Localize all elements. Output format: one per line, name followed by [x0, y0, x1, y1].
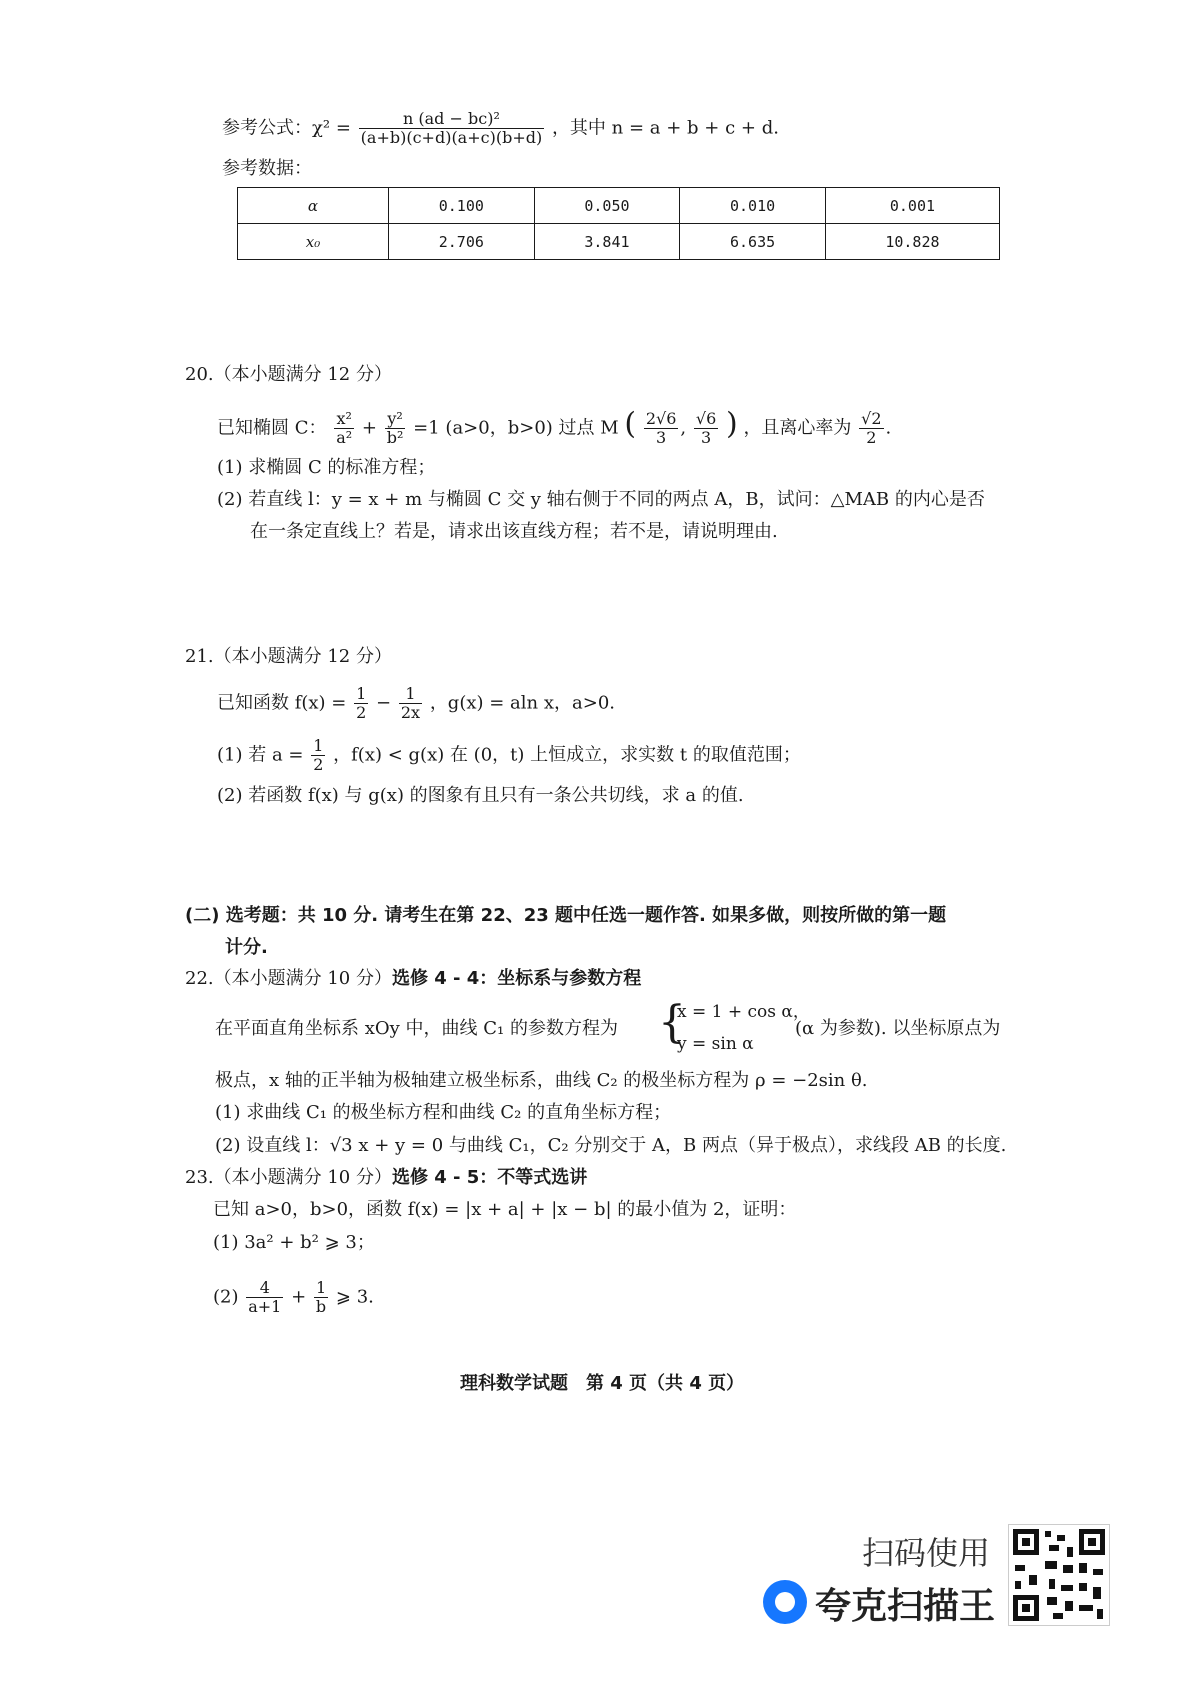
q22-part1: (1) 求曲线 C₁ 的极坐标方程和曲线 C₂ 的直角坐标方程；	[215, 1102, 672, 1123]
q22-stem: 在平面直角坐标系 xOy 中，曲线 C₁ 的参数方程为	[215, 1018, 618, 1039]
reference-data-label: 参考数据：	[222, 158, 312, 179]
formula-suffix: ，其中 n = a + b + c + d.	[551, 117, 779, 139]
reference-data-table	[237, 187, 1000, 260]
section-optional-intro-cont: 计分.	[225, 937, 268, 958]
q20-header: 20.（本小题满分 12 分）	[185, 364, 392, 385]
reference-formula	[222, 110, 779, 147]
q23-part2: (2) $\frac{4}{a+1}$ + $\frac{1}{b}$ ⩾ 3.	[213, 1278, 374, 1316]
formula-label: 参考公式：χ² =	[222, 117, 351, 139]
qr-code-icon[interactable]	[1008, 1524, 1110, 1626]
q23-header: 23.（本小题满分 10 分）选修 4 - 5：不等式选讲	[185, 1167, 588, 1188]
q22-header: 22.（本小题满分 10 分）选修 4 - 4：坐标系与参数方程	[185, 968, 642, 989]
q23-part1: (1) 3a² + b² ⩾ 3；	[213, 1232, 375, 1253]
q22-part2: (2) 设直线 l：√3 x + y = 0 与曲线 C₁，C₂ 分别交于 A，B 两点（异于极点），求线段 AB 的长度.	[215, 1135, 1007, 1156]
q22-stem-line2: 极点，x 轴的正半轴为极轴建立极坐标系，曲线 C₂ 的极坐标方程为 ρ = −2sin θ.	[215, 1070, 868, 1091]
q22-system-line1: x = 1 + cos α，	[677, 1002, 810, 1022]
q20-part1: (1) 求椭圆 C 的标准方程；	[217, 457, 436, 478]
section-optional-intro: (二) 选考题：共 10 分. 请考生在第 22、23 题中任选一题作答. 如果多做，则按所做的第一题	[185, 905, 947, 926]
table-row: x₀ 2.706 3.841 6.635 10.828	[238, 224, 1000, 260]
q22-system-line2: y = sin α	[677, 1034, 754, 1054]
q21-stem: 已知函数 f(x) = $\frac{1}{2}$ − $\frac{1}{2x}$ ，g(x) = aln x，a>0.	[217, 684, 615, 722]
page-footer: 理科数学试题 第 4 页（共 4 页）	[460, 1373, 745, 1394]
q20-part2: (2) 若直线 l：y = x + m 与椭圆 C 交 y 轴右侧于不同的两点 A，B，试问：△MAB 的内心是否	[217, 489, 985, 510]
q20-part2-cont: 在一条定直线上？若是，请求出该直线方程；若不是，请说明理由.	[250, 521, 778, 542]
q23-stem: 已知 a>0，b>0，函数 f(x) = |x + a| + |x − b| 的最小值为 2，证明：	[213, 1199, 797, 1220]
q22-stem-cont: (α 为参数). 以坐标原点为	[795, 1018, 1001, 1039]
q21-header: 21.（本小题满分 12 分）	[185, 646, 392, 667]
quark-brand-text: 夸克扫描王	[815, 1586, 996, 1627]
quark-logo-icon	[763, 1580, 807, 1624]
q21-part1: (1) 若 a = $\frac{1}{2}$ ，f(x) < g(x) 在 (0，t) 上恒成立，求实数 t 的取值范围；	[217, 736, 801, 774]
chi-square-fraction: $\frac{\text{n (ad − bc)²}}{(a+b)(c+d)(a+c)(b+d)}$	[360, 109, 543, 147]
system-brace: {	[658, 997, 686, 1048]
q21-part2: (2) 若函数 f(x) 与 g(x) 的图象有且只有一条公共切线，求 a 的值.	[217, 785, 744, 806]
table-row: α 0.100 0.050 0.010 0.001	[238, 188, 1000, 224]
q20-stem: 已知椭圆 C： $\frac{\text{x²}}{\text{a²}}$ + $\frac{\text{y²}}{\text{b²}}$ =1 (a>0，b>0) 过点 M ( $\frac{2√6}{3}$ , $\frac{√6}{3}$ ) ，且离心率为 $\frac{√2}{2}$ .	[217, 406, 892, 447]
scan-to-use-text: 扫码使用	[862, 1534, 991, 1572]
